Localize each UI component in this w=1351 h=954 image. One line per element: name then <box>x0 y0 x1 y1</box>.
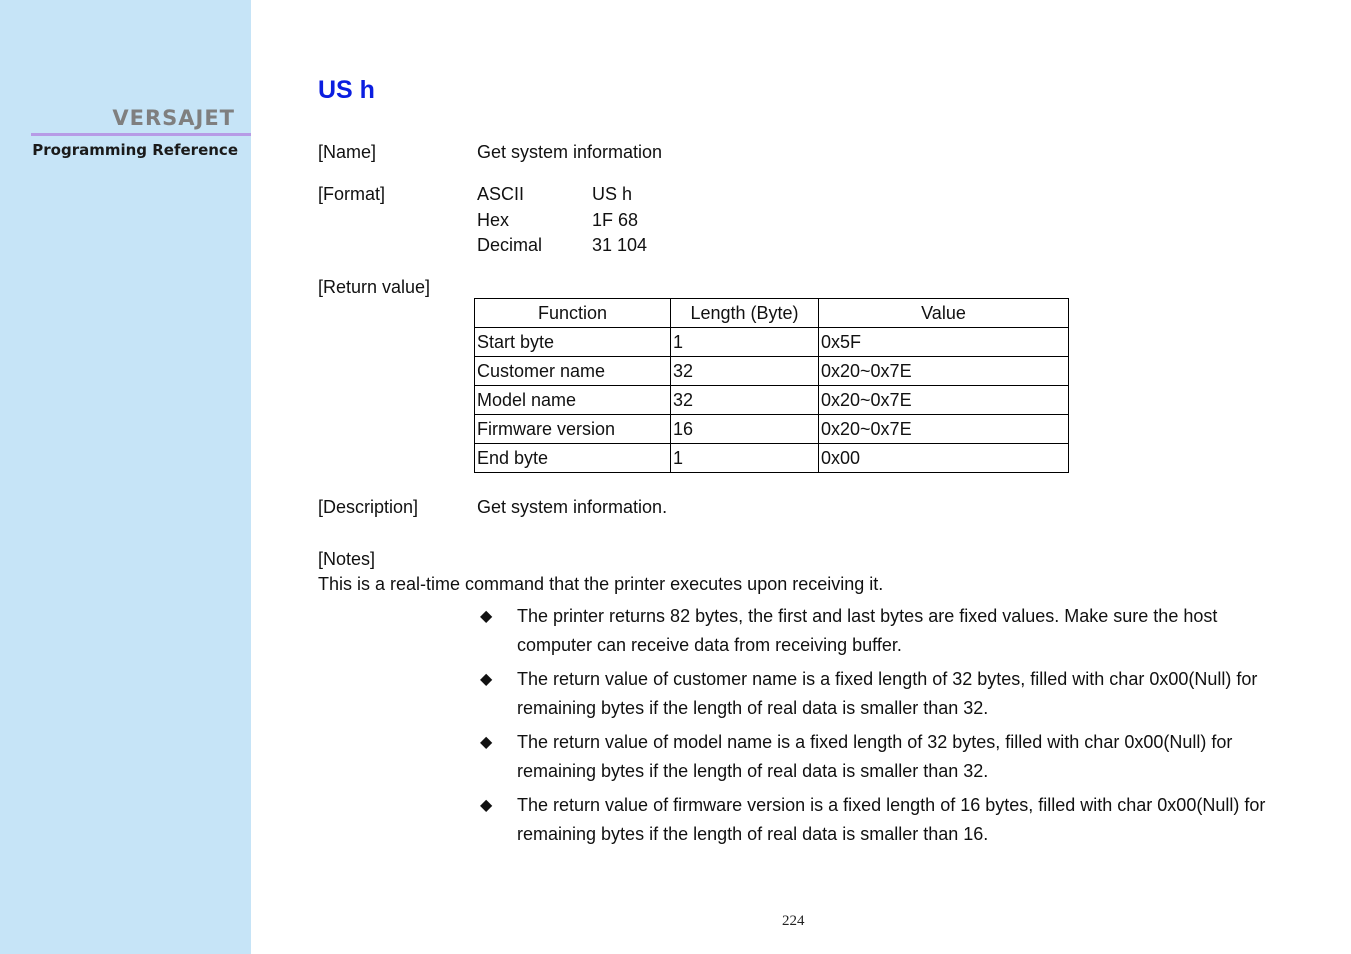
table-cell: 0x20~0x7E <box>819 386 1069 415</box>
format-value-hex: 1F 68 <box>592 210 639 230</box>
table-cell: Customer name <box>475 357 671 386</box>
diamond-bullet-icon: ◆ <box>480 671 493 688</box>
header-function: Function <box>475 299 671 328</box>
table-cell: 32 <box>671 357 819 386</box>
notes-label: [Notes] <box>318 549 376 569</box>
description-value: Get system information. <box>477 497 668 517</box>
table-row <box>475 386 1069 415</box>
table-row <box>475 415 1069 444</box>
format-label: [Format] <box>318 184 386 204</box>
table-cell: Start byte <box>475 328 671 357</box>
table-cell: Firmware version <box>475 415 671 444</box>
format-value-ascii: US h <box>592 184 633 204</box>
format-type-hex: Hex <box>477 210 510 230</box>
list-item <box>480 728 1280 786</box>
header-value: Value <box>819 299 1069 328</box>
table-cell: 0x20~0x7E <box>819 357 1069 386</box>
description-label: [Description] <box>318 497 419 517</box>
list-item <box>480 602 1280 660</box>
table-cell: 1 <box>671 328 819 357</box>
diamond-bullet-icon: ◆ <box>480 734 493 751</box>
command-title: US h <box>318 76 375 104</box>
note-text: The printer returns 82 bytes, the first and last bytes are fixed values. Make sure the host computer can receive data from receiving buffer. <box>517 606 1218 655</box>
format-type-ascii: ASCII <box>477 184 525 204</box>
list-item <box>480 665 1280 723</box>
table-cell: 0x5F <box>819 328 1069 357</box>
table-cell: End byte <box>475 444 671 473</box>
table-cell: 0x20~0x7E <box>819 415 1069 444</box>
sidebar <box>0 0 251 954</box>
notes-intro: This is a real-time command that the printer executes upon receiving it. <box>318 574 884 594</box>
brand-subtitle: Programming Reference <box>32 141 238 159</box>
table-row <box>475 357 1069 386</box>
table-row <box>475 328 1069 357</box>
return-value-label: [Return value] <box>318 277 431 297</box>
table-cell: 32 <box>671 386 819 415</box>
brand-divider <box>31 133 251 136</box>
diamond-bullet-icon: ◆ <box>480 797 493 814</box>
brand-logo: VERSAJET <box>112 106 235 130</box>
format-type-decimal: Decimal <box>477 235 543 255</box>
table-cell: Model name <box>475 386 671 415</box>
format-value-decimal: 31 104 <box>592 235 648 255</box>
name-label: [Name] <box>318 142 377 162</box>
note-text: The return value of firmware version is a fixed length of 16 bytes, filled with char 0x00(Null) for remaining bytes if the length of real data is smaller than 16. <box>517 795 1266 844</box>
diamond-bullet-icon: ◆ <box>480 608 493 625</box>
notes-list <box>480 602 1280 854</box>
name-value: Get system information <box>477 142 663 162</box>
page-number: 224 <box>782 913 805 929</box>
note-text: The return value of model name is a fixed length of 32 bytes, filled with char 0x00(Null) for remaining bytes if the length of real data is smaller than 32. <box>517 732 1233 781</box>
return-value-table <box>474 298 1069 473</box>
table-header-row <box>475 299 1069 328</box>
note-text: The return value of customer name is a fixed length of 32 bytes, filled with char 0x00(Null) for remaining bytes if the length of real data is smaller than 32. <box>517 669 1258 718</box>
header-length: Length (Byte) <box>671 299 819 328</box>
table-row <box>475 444 1069 473</box>
table-cell: 0x00 <box>819 444 1069 473</box>
list-item <box>480 791 1280 849</box>
table-cell: 1 <box>671 444 819 473</box>
table-cell: 16 <box>671 415 819 444</box>
